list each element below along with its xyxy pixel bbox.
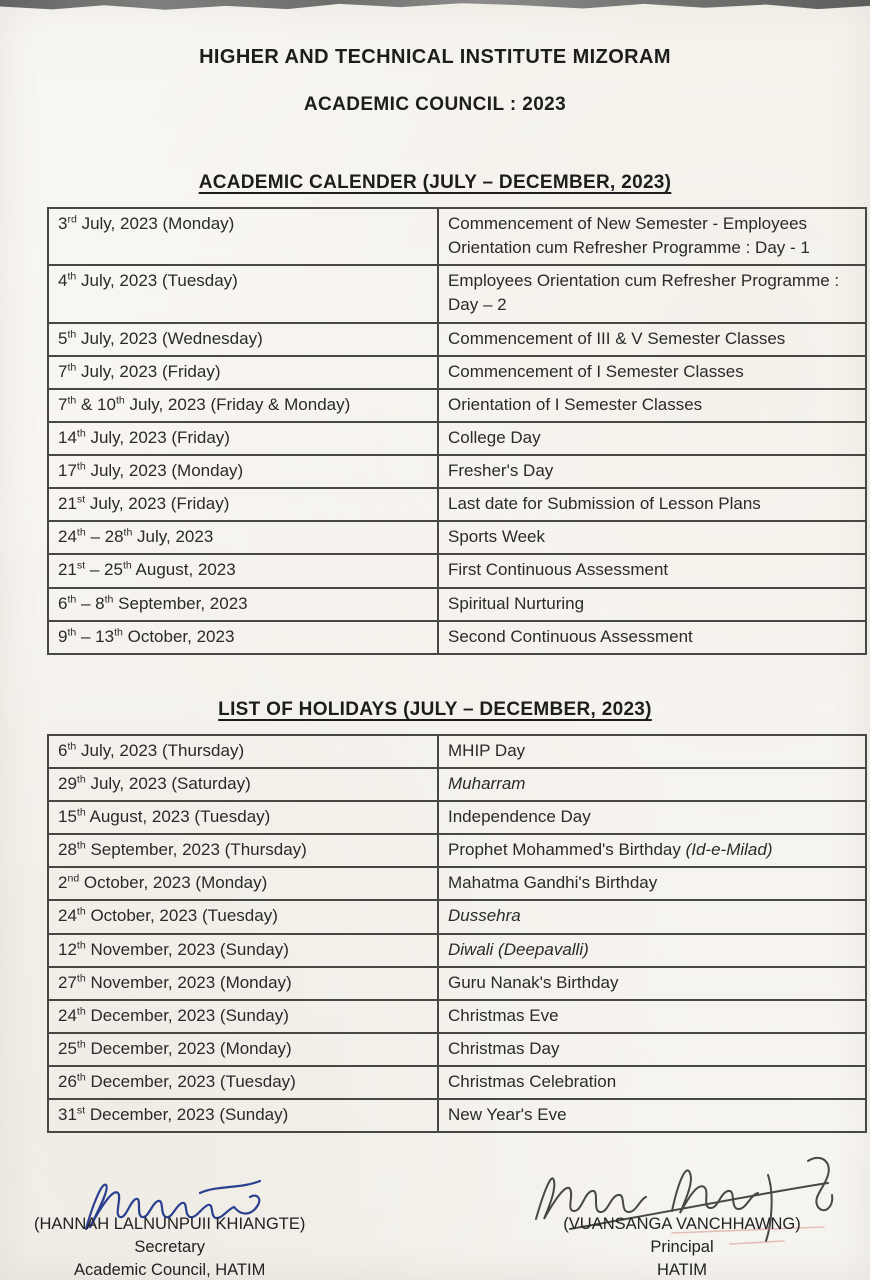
date-cell: 29th July, 2023 (Saturday): [48, 768, 438, 801]
event-italic-suffix: (Id-e-Milad): [680, 840, 773, 860]
table-row: [48, 422, 866, 455]
event-cell: Orientation of I Semester Classes: [438, 389, 866, 422]
event-cell: College Day: [438, 422, 866, 455]
secretary-org: Academic Council, HATIM: [74, 1260, 266, 1279]
principal-name: (VUANSANGA VANCHHAWNG): [563, 1215, 801, 1234]
event-cell: MHIP Day: [438, 735, 866, 768]
event-cell: Diwali (Deepavalli): [438, 934, 866, 967]
table-row: [48, 588, 866, 621]
secretary-title: Secretary: [134, 1238, 205, 1257]
table-row: [48, 621, 866, 654]
event-cell: Christmas Eve: [438, 1000, 866, 1033]
secretary-signature-block: [34, 1171, 305, 1280]
table-row: [48, 735, 866, 768]
event-cell: First Continuous Assessment: [438, 554, 866, 587]
date-cell: 3rd July, 2023 (Monday): [48, 208, 438, 265]
event-cell: Mahatma Gandhi's Birthday: [438, 867, 866, 900]
date-cell: 31st December, 2023 (Sunday): [48, 1099, 438, 1132]
date-cell: 27th November, 2023 (Monday): [48, 967, 438, 1000]
date-cell: 21st – 25th August, 2023: [48, 554, 438, 587]
event-cell: Commencement of III & V Semester Classes: [438, 323, 866, 356]
table-row: [48, 768, 866, 801]
event-cell: Spiritual Nurturing: [438, 588, 866, 621]
event-cell: Christmas Celebration: [438, 1066, 866, 1099]
event-cell: Christmas Day: [438, 1033, 866, 1066]
signature-row: [34, 1149, 842, 1280]
event-cell: Last date for Submission of Lesson Plans: [438, 488, 866, 521]
table-row: [48, 1066, 866, 1099]
table-row: [48, 1033, 866, 1066]
event-cell: Commencement of I Semester Classes: [438, 356, 866, 389]
table-row: [48, 455, 866, 488]
principal-title: Principal: [650, 1238, 714, 1257]
table-row: [48, 967, 866, 1000]
table-row: [48, 900, 866, 933]
date-cell: 4th July, 2023 (Tuesday): [48, 265, 438, 322]
table-row: [48, 867, 866, 900]
table-row: [48, 265, 866, 322]
event-cell: Dussehra: [438, 900, 866, 933]
date-cell: 15th August, 2023 (Tuesday): [48, 801, 438, 834]
date-cell: 28th September, 2023 (Thursday): [48, 834, 438, 867]
date-cell: 17th July, 2023 (Monday): [48, 455, 438, 488]
date-cell: 26th December, 2023 (Tuesday): [48, 1066, 438, 1099]
table-row: [48, 801, 866, 834]
event-cell: Independence Day: [438, 801, 866, 834]
secretary-name: (HANNAH LALNUNPUII KHIANGTE): [34, 1215, 306, 1234]
date-cell: 25th December, 2023 (Monday): [48, 1033, 438, 1066]
table-row: [48, 834, 866, 867]
date-cell: 24th October, 2023 (Tuesday): [48, 900, 438, 933]
table-row: [48, 356, 866, 389]
academic-calendar-heading: ACADEMIC CALENDER (JULY – DECEMBER, 2023): [198, 172, 672, 193]
principal-signature-block: [522, 1149, 842, 1280]
event-cell: Second Continuous Assessment: [438, 621, 866, 654]
scan-artifact-smudge: [0, 0, 870, 13]
academic-calendar-table: [47, 207, 867, 655]
event-cell: Sports Week: [438, 521, 866, 554]
date-cell: 7th & 10th July, 2023 (Friday & Monday): [48, 389, 438, 422]
date-cell: 2nd October, 2023 (Monday): [48, 867, 438, 900]
date-cell: 5th July, 2023 (Wednesday): [48, 323, 438, 356]
date-cell: 7th July, 2023 (Friday): [48, 356, 438, 389]
institute-title: HIGHER AND TECHNICAL INSTITUTE MIZORAM: [199, 46, 671, 68]
date-cell: 6th July, 2023 (Thursday): [48, 735, 438, 768]
table-row: [48, 1099, 866, 1132]
date-cell: 14th July, 2023 (Friday): [48, 422, 438, 455]
table-row: [48, 1000, 866, 1033]
table-row: [48, 208, 866, 265]
holidays-table: [47, 734, 867, 1134]
principal-org: HATIM: [656, 1260, 708, 1279]
table-row: [48, 323, 866, 356]
event-cell: Employees Orientation cum Refresher Programme : Day – 2: [438, 265, 866, 322]
event-cell: Guru Nanak's Birthday: [438, 967, 866, 1000]
event-cell: Commencement of New Semester - Employees Orientation cum Refresher Programme : Day - 1: [438, 208, 866, 265]
table-row: [48, 488, 866, 521]
date-cell: 12th November, 2023 (Sunday): [48, 934, 438, 967]
event-cell: Muharram: [438, 768, 866, 801]
date-cell: 24th December, 2023 (Sunday): [48, 1000, 438, 1033]
date-cell: 6th – 8th September, 2023: [48, 588, 438, 621]
table-row: [48, 554, 866, 587]
council-title: ACADEMIC COUNCIL : 2023: [303, 94, 567, 115]
event-cell: New Year's Eve: [438, 1099, 866, 1132]
event-cell: Fresher's Day: [438, 455, 866, 488]
date-cell: 21st July, 2023 (Friday): [48, 488, 438, 521]
table-row: [48, 389, 866, 422]
event-cell: Prophet Mohammed's Birthday (Id-e-Milad): [438, 834, 866, 867]
date-cell: 24th – 28th July, 2023: [48, 521, 438, 554]
holidays-heading: LIST OF HOLIDAYS (JULY – DECEMBER, 2023): [218, 698, 652, 720]
date-cell: 9th – 13th October, 2023: [48, 621, 438, 654]
table-row: [48, 934, 866, 967]
table-row: [48, 521, 866, 554]
